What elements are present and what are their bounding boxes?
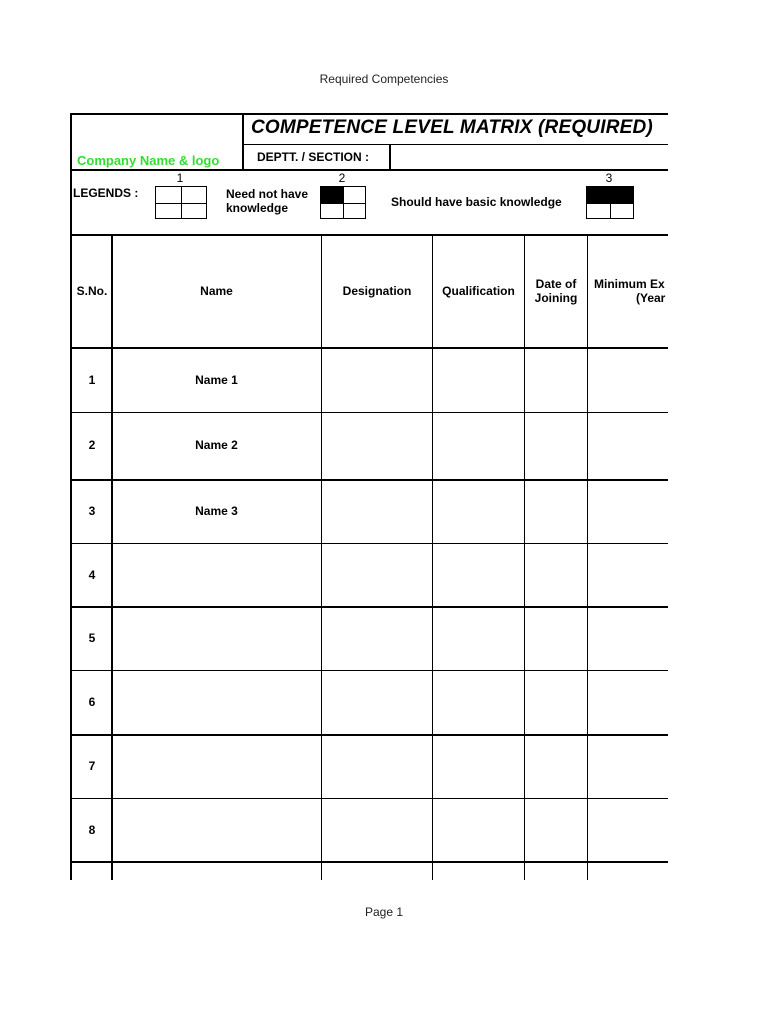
row-line-4 (70, 606, 668, 608)
row-sno: 1 (88, 373, 96, 387)
row-sno: 8 (88, 823, 96, 837)
column-header-designation (322, 284, 432, 298)
frame-top-line (70, 113, 668, 115)
title-bottom-line (242, 144, 668, 145)
legend-number-2: 2 (338, 171, 346, 185)
column-header-name (112, 284, 321, 298)
row-line-5 (70, 670, 668, 671)
col-line-sno (111, 234, 113, 880)
column-header-qualification (433, 284, 524, 298)
row-name: Name 2 (195, 438, 238, 452)
page-header: Required Competencies (319, 72, 449, 86)
column-header-designation-label: Designation (342, 284, 412, 298)
col-line-designation (432, 234, 433, 880)
legend-number-1: 1 (176, 171, 184, 185)
legend-number-3: 3 (605, 171, 613, 185)
column-header-doj-line2: Joining (534, 291, 578, 305)
legend-3-symbol (586, 186, 634, 219)
column-header-sno-label: S.No. (76, 284, 108, 298)
row-sno: 7 (88, 759, 96, 773)
row-line-header (70, 347, 668, 349)
legend-2-text: Should have basic knowledge (391, 195, 562, 209)
legend-1-text (226, 187, 308, 215)
dept-section-value[interactable] (396, 150, 666, 166)
header-bottom-line (70, 169, 668, 171)
row-line-7 (70, 798, 668, 799)
row-sno: 2 (88, 438, 96, 452)
legend-1-text-line1: Need not have (226, 187, 309, 201)
row-name: Name 1 (195, 373, 238, 387)
company-logo-placeholder: Company Name & logo (77, 153, 220, 168)
column-header-minexp-line2: (Year (636, 291, 666, 305)
row-sno: 5 (88, 631, 96, 645)
column-header-date-of-joining (525, 277, 587, 305)
document-title: COMPETENCE LEVEL MATRIX (REQUIRED) (251, 117, 653, 138)
column-header-doj-line1: Date of (535, 277, 577, 291)
col-line-name (321, 234, 322, 880)
dept-divider (389, 145, 391, 170)
row-sno: 4 (88, 568, 96, 582)
column-header-name-label: Name (200, 284, 233, 298)
column-header-qualification-label: Qualification (442, 284, 515, 298)
legend-1-symbol (155, 186, 207, 219)
page-footer: Page 1 (364, 905, 404, 919)
row-sno: 6 (88, 695, 96, 709)
legend-bottom-line (70, 234, 668, 236)
column-header-minexp-line1: Minimum Ex (594, 277, 665, 291)
row-sno: 3 (88, 504, 96, 518)
dept-section-label: DEPTT. / SECTION : (257, 150, 370, 164)
col-line-doj (587, 234, 588, 880)
col-line-qualification (524, 234, 525, 880)
row-line-2 (70, 479, 668, 481)
row-line-6 (70, 734, 668, 736)
column-header-sno (72, 284, 112, 298)
legend-2-symbol (320, 186, 366, 219)
legend-1-text-line2: knowledge (226, 201, 289, 215)
row-line-1 (70, 412, 668, 413)
legends-label: LEGENDS : (73, 186, 139, 200)
title-divider (242, 113, 244, 170)
row-name: Name 3 (195, 504, 238, 518)
row-line-8 (70, 861, 668, 863)
column-header-minimum-experience (588, 277, 688, 305)
row-line-3 (70, 543, 668, 544)
